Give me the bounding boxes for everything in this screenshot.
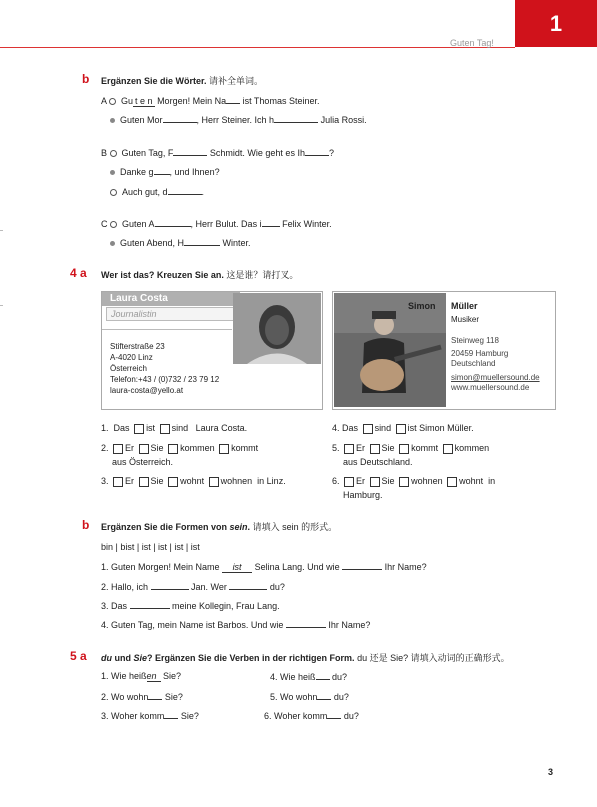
speaker-bullet-icon <box>110 241 115 246</box>
item-number: 6. <box>332 476 340 486</box>
card-line: A-4020 Linz <box>110 353 153 362</box>
text: Morgen! Mein Na <box>154 96 227 106</box>
text: 4. Wie heiß <box>270 672 316 682</box>
checkbox[interactable] <box>344 477 354 487</box>
card-last-name: Müller <box>451 301 478 311</box>
speaker-circle-icon <box>110 150 117 157</box>
business-card-simon <box>332 291 556 410</box>
text: ist <box>146 423 156 433</box>
text: 2. Wo wohn <box>101 692 149 702</box>
text: , Herr Bulut. Das i <box>190 219 262 229</box>
text: Selina Lang. Und wie <box>252 562 343 572</box>
text: Guten Mor <box>120 115 163 125</box>
choice-item-cont: Hamburg. <box>343 490 383 500</box>
card-line: Deutschland <box>451 359 496 368</box>
exercise-label: b <box>82 518 90 532</box>
text: . <box>247 522 251 532</box>
answer-example: t e n <box>135 96 153 106</box>
checkbox[interactable] <box>113 444 123 454</box>
instruction-text: Wer ist das? Kreuzen Sie an. <box>101 270 224 280</box>
business-card-laura <box>101 291 323 410</box>
checkbox[interactable] <box>139 477 149 487</box>
text: wohnt <box>459 476 484 486</box>
blank-field[interactable] <box>327 710 341 719</box>
card-first-name: Simon <box>408 301 436 311</box>
choice-item-cont: aus Deutschland. <box>343 457 413 467</box>
blank-field[interactable] <box>286 619 326 628</box>
text: . <box>201 187 205 197</box>
exercise-instruction <box>101 268 298 281</box>
sentence <box>101 561 427 573</box>
blank-field[interactable] <box>154 166 170 175</box>
text: Danke g <box>120 167 154 177</box>
text: Schmidt. Wie geht es Ih <box>207 148 305 158</box>
text: Auch gut, d <box>122 187 168 197</box>
checkbox[interactable] <box>168 444 178 454</box>
text: du? <box>329 672 348 682</box>
text: ist <box>407 423 417 433</box>
chapter-number: 1 <box>549 10 563 36</box>
text: Er <box>356 476 366 486</box>
blank-field[interactable] <box>130 600 170 609</box>
sentence <box>101 619 370 630</box>
text: Sie <box>150 443 164 453</box>
dialog-line <box>110 186 204 197</box>
exercise-label: 5 a <box>70 649 87 663</box>
text: Er <box>125 443 135 453</box>
text: Felix Winter. <box>279 219 332 229</box>
speaker-circle-icon <box>109 98 116 105</box>
checkbox[interactable] <box>399 477 409 487</box>
card-divider <box>102 329 232 330</box>
card-line: 20459 Hamburg <box>451 349 509 358</box>
exercise-instruction <box>101 651 510 664</box>
blank-field[interactable] <box>173 147 207 156</box>
text: Sie <box>381 443 395 453</box>
text: Das <box>342 423 359 433</box>
text: Simon Müller. <box>419 423 474 433</box>
dialog-line <box>110 237 251 248</box>
word-bank: bin | bist | ist | ist | ist | ist <box>101 542 200 552</box>
text: 2. Hallo, ich <box>101 582 151 592</box>
text: in <box>488 476 496 486</box>
blank-field[interactable] <box>342 561 382 570</box>
text: 4. Guten Tag, mein Name ist Barbos. Und wie <box>101 620 286 630</box>
card-job: Musiker <box>451 315 480 324</box>
checkbox[interactable] <box>363 424 373 434</box>
text: Laura Costa. <box>195 423 248 433</box>
text: Er <box>125 476 135 486</box>
sentence <box>101 710 199 721</box>
instruction-text: Ergänzen Sie die Wörter. <box>101 76 207 86</box>
text: 1. Wie heiß <box>101 671 147 681</box>
text: wohnen <box>220 476 253 486</box>
text: Sie? <box>162 692 183 702</box>
checkbox[interactable] <box>399 444 409 454</box>
blank-field[interactable] <box>305 147 329 156</box>
choice-item <box>101 423 247 434</box>
item-number: 3. <box>101 476 109 486</box>
item-number: 2. <box>101 443 109 453</box>
text: und <box>112 653 134 663</box>
blank-field[interactable] <box>148 691 162 700</box>
instruction-cn: du 还是 Sie? 请填入动词的正确形式。 <box>357 653 510 663</box>
card-address <box>451 336 540 393</box>
speaker-circle-icon <box>110 221 117 228</box>
dialog-line <box>101 218 332 229</box>
blank-field[interactable] <box>184 237 220 246</box>
choice-item <box>332 423 474 434</box>
header-title: Guten Tag! <box>450 38 494 48</box>
item-number: 5. <box>332 443 340 453</box>
checkbox[interactable] <box>370 444 380 454</box>
text: 5. Wo wohn <box>270 692 318 702</box>
card-line: laura-costa@yello.at <box>110 386 184 395</box>
chapter-tab <box>515 0 597 47</box>
text: 3. Woher komm <box>101 711 165 721</box>
header-rule <box>0 47 515 48</box>
margin-mark <box>0 230 3 231</box>
sentence <box>270 671 347 682</box>
card-address <box>110 341 219 396</box>
blank-field[interactable] <box>316 671 330 680</box>
dialog-line <box>110 114 367 125</box>
text: du? <box>341 711 359 721</box>
checkbox[interactable] <box>168 477 178 487</box>
text: ? <box>328 148 334 158</box>
card-line: Telefon:+43 / (0)732 / 23 79 12 <box>110 375 220 384</box>
text: du? <box>331 692 349 702</box>
instruction-cn: 这是谁？请打叉。 <box>226 270 299 280</box>
dialog-label: A <box>101 96 107 106</box>
text: Er <box>356 443 366 453</box>
text: kommen <box>180 443 215 453</box>
checkbox[interactable] <box>447 477 457 487</box>
card-line: Stifterstraße 23 <box>110 342 165 351</box>
text: Guten Tag, F <box>121 148 174 158</box>
text: kommt <box>231 443 259 453</box>
dialog-line <box>101 95 319 106</box>
page-number: 3 <box>548 767 554 777</box>
text: 1. Guten Morgen! Mein Name <box>101 562 223 572</box>
text: Das <box>113 423 130 433</box>
card-email: simon@muellersound.de <box>451 373 540 382</box>
text: Sie? <box>160 671 182 681</box>
text: Sie <box>133 653 148 663</box>
checkbox[interactable] <box>139 444 149 454</box>
card-line: Österreich <box>110 364 147 373</box>
answer-example: ist <box>222 562 252 573</box>
text: meine Kollegin, Frau Lang. <box>169 601 280 611</box>
choice-item-cont: aus Österreich. <box>112 457 174 467</box>
text: Gu <box>121 96 134 106</box>
instruction-text: Ergänzen Sie die Formen von <box>101 522 230 532</box>
dialog-line <box>110 166 220 177</box>
item-number: 1. <box>101 423 109 433</box>
text: Ihr Name? <box>382 562 427 572</box>
text: in Linz. <box>257 476 286 486</box>
blank-field[interactable] <box>274 114 318 123</box>
text: kommen <box>454 443 490 453</box>
dialog-line <box>101 147 334 158</box>
text: Winter. <box>220 238 251 248</box>
speaker-bullet-icon <box>110 118 115 123</box>
blank-field[interactable] <box>163 114 197 123</box>
item-number: 4. <box>332 423 340 433</box>
instruction-text: ? Ergänzen Sie die Verben in der richtigen Form. <box>147 653 355 663</box>
sentence <box>101 691 183 702</box>
checkbox[interactable] <box>209 477 219 487</box>
text: 3. Das <box>101 601 130 611</box>
speaker-circle-icon <box>110 189 117 196</box>
blank-field[interactable] <box>262 218 280 227</box>
laura-photo <box>233 293 321 364</box>
checkbox[interactable] <box>219 444 229 454</box>
text: Julia Rossi. <box>318 115 367 125</box>
instruction-word: sein <box>229 522 248 532</box>
text: du? <box>267 582 285 592</box>
blank-field[interactable] <box>317 691 331 700</box>
dialog-label: B <box>101 148 108 158</box>
card-web: www.muellersound.de <box>451 383 530 392</box>
margin-mark <box>0 305 3 306</box>
blank-field[interactable] <box>226 95 240 104</box>
text: Sie <box>381 476 395 486</box>
card-job: Journalistin <box>106 307 238 321</box>
text: Sie <box>150 476 164 486</box>
checkbox[interactable] <box>443 444 453 454</box>
blank-field[interactable] <box>168 186 202 195</box>
checkbox[interactable] <box>160 424 170 434</box>
blank-field[interactable] <box>151 581 189 590</box>
blank-field[interactable] <box>229 581 267 590</box>
text: Ihr Name? <box>325 620 371 630</box>
card-line: Steinweg 118 <box>451 336 499 345</box>
text: Guten Abend, H <box>120 238 185 248</box>
exercise-instruction <box>101 520 337 533</box>
sentence <box>101 600 280 611</box>
card-name: Laura Costa <box>102 292 240 306</box>
instruction-cn: 请填入 sein 的形式。 <box>252 522 338 532</box>
sentence <box>264 710 359 721</box>
checkbox[interactable] <box>396 424 406 434</box>
sentence <box>101 581 285 592</box>
answer-example: en <box>147 671 161 682</box>
blank-field[interactable] <box>164 710 178 719</box>
text: , Herr Steiner. Ich h <box>196 115 275 125</box>
checkbox[interactable] <box>113 477 123 487</box>
blank-field[interactable] <box>155 218 191 227</box>
text: wohnen <box>411 476 443 486</box>
speaker-bullet-icon <box>110 170 115 175</box>
text: Jan. Wer <box>188 582 230 592</box>
choice-item <box>332 443 489 454</box>
choice-item <box>101 443 258 454</box>
text: kommt <box>411 443 439 453</box>
text: du <box>101 653 112 663</box>
text: sind <box>171 423 189 433</box>
text: Guten A <box>122 219 155 229</box>
instruction-cn: 请补全单词。 <box>209 76 264 86</box>
sentence <box>101 671 181 682</box>
exercise-label: 4 a <box>70 266 87 280</box>
text: 6. Woher komm <box>264 711 328 721</box>
text: , und Ihnen? <box>169 167 220 177</box>
dialog-label: C <box>101 219 108 229</box>
checkbox[interactable] <box>344 444 354 454</box>
exercise-label: b <box>82 72 90 86</box>
checkbox[interactable] <box>370 477 380 487</box>
choice-item <box>101 476 286 487</box>
text: sind <box>374 423 392 433</box>
checkbox[interactable] <box>134 424 144 434</box>
text: Sie? <box>178 711 199 721</box>
exercise-instruction <box>101 74 263 87</box>
portrait-image <box>233 293 321 364</box>
text: ist Thomas Steiner. <box>240 96 320 106</box>
choice-item <box>332 476 495 487</box>
text: wohnt <box>180 476 205 486</box>
sentence <box>270 691 349 702</box>
